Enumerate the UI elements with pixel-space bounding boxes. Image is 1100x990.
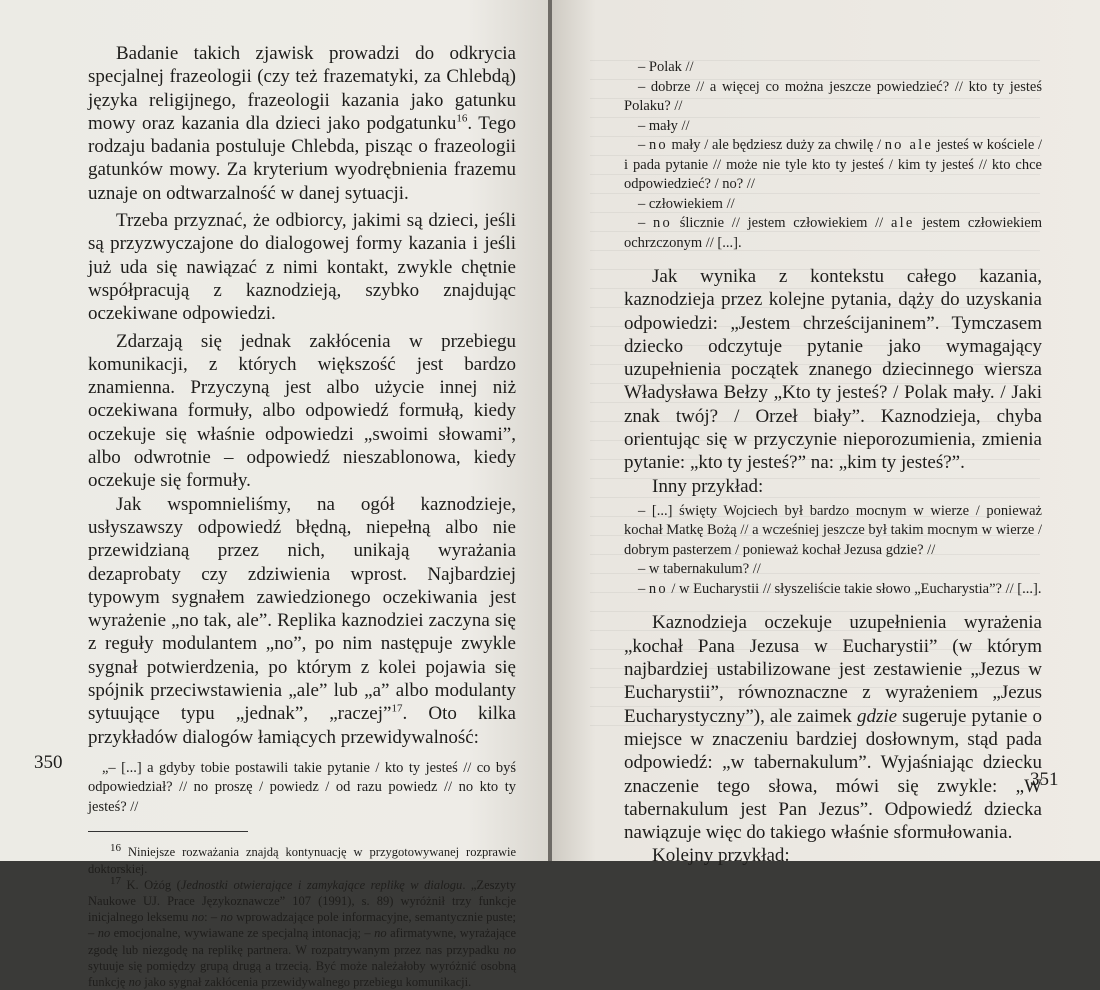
fn-seg: : – [204,910,221,925]
footnote-ref-17: 17 [391,702,403,715]
fn-seg: sytuuje się pomiędzy grupą drugą a trzecią. Być może należałoby wyróżnić osobną funkcję [88,958,516,990]
dialogue-line: „– [...] a gdyby tobie postawili takie pytanie / kto ty jesteś // co byś odpowiedział? // no proszę / powiedz / od razu powiedz // no kto ty jesteś? // [88,759,516,815]
dialogue-line: – w tabernakulum? // [638,561,761,578]
dl-seg: mały / ale będziesz duży za chwilę / [667,137,885,153]
footnote-text: Niniejsze rozważania znajdą kontynuację w przygotowywanej rozprawie doktorskiej. [88,845,517,876]
fn-seg: afirmatywne, wyrażające zgodę lub niezgodę na replikę partnera. W rozpatrywanym przez nas przypadku [88,926,517,957]
fn-italic: no [374,926,387,941]
left-dialogue [88,759,516,818]
fn-italic: no [503,942,516,957]
paragraph-1-text-b: . Tego rodzaju badania postuluje Chlebda, pisząc o frazeologii gatunków mowy. Za kryterium wyodrębnienia frazemu uznaje on odtwarzalność w danej sytuacji. [88,112,517,204]
paragraph-1-text-a: Badanie takich zjawisk prowadzi do odkrycia specjalnej frazeologii (czy też frazematyki, za Chlebdą) języka religijnego, frazeologii kazania jako gatunku mowy oraz kazania dla dzieci jako podgatunku [88,43,516,134]
paragraph-4 [88,493,516,749]
right-dialogue-2 [624,502,1042,600]
dl-seg: – [638,215,654,231]
right-body-1 [624,265,1042,498]
fn-italic: no [128,975,142,990]
p-seg: sugeruje pytanie o miejsce w znaczeniu bardziej dosłownym, stąd pada odpowiedź: „w tabernakulum”. Wyjaśniając dziecku znaczenie tego słowa, mówi się zwykle: „W tabernakulum jest Pan Jezus”. Odpowiedź dziecka nawiązuje więc do takiego właśnie sformułowania. [624,705,1042,844]
page-number-right: 351 [1030,769,1059,790]
spaced-word: no [648,137,668,153]
italic-word: gdzie [856,705,898,727]
spaced-word: no [648,580,668,597]
dl-seg: jesteś w kościele / i pada pytanie // może nie tyle kto ty jesteś / kim ty jesteś // kto chce odpowiedzieć? / no? // [624,137,1042,192]
paragraph-1 [88,42,516,205]
spaced-word: no [653,215,672,231]
dialogue-line: – mały // [638,117,690,134]
fn-seg: jako sygnał zakłócenia przewidywalnego przebiegu komunikacji. [141,975,472,990]
dialogue-line [624,580,1042,600]
footnote-ref-16: 16 [456,112,468,125]
dialogue-line: – człowiekiem // [638,195,735,212]
paragraph-2: Trzeba przyznać, że odbiorcy, jakimi są dzieci, jeśli są przyzwyczajone do dialogowej formy kazania i jeśli już uda się nawiązać z nimi kontakt, zwykle chętnie współpracują z kaznodzieją, szybko znajdując oczekiwane odpowiedzi. [88,210,516,325]
paragraph-7 [624,611,1042,844]
dl-seg: – [638,580,649,597]
fn-italic: no [97,926,111,941]
right-body-2 [624,611,1042,867]
footnote-number: 17 [110,874,121,887]
right-dialogue-1 [624,58,1042,253]
spaced-word: no ale [884,137,933,153]
dialogue-line: – [...] święty Wojciech był bardzo mocnym w wierze / ponieważ kochał Matkę Bożą // a wcześniej jeszcze był takim mocnym w wierze / dobrym pasterzem / ponieważ kochał Jezusa gdzie? // [624,502,1042,558]
page-number-left: 350 [34,752,63,773]
dl-seg: ślicznie // jestem człowiekiem // [671,215,891,231]
right-text-column [624,58,1042,868]
paragraph-4-text-b: . Oto kilka przykładów dialogów łamiących przewidywalność: [88,703,516,748]
fn-seg: emocjonalne, wywiawane ze specjalną intonacją; – [110,926,375,941]
fn-seg: . „Zeszyty Naukowe UJ. Prace Językoznawcze” 107 (1991), s. 89) wyróżnił trzy funkcje inicjalnego leksemu [88,877,517,925]
paragraph-6: Inny przykład: [652,475,764,497]
p-seg: Kaznodzieja oczekuje uzupełnienia wyrażenia „kochał Pana Jezusa w Eucharystii” (w którym najbardziej ustabilizowane jest zestawienie „Jezus w Eucharystii”, równoznaczne z wyrażeniem „Jezus Eucharystyczny”), ale zaimek [624,612,1042,727]
footnotes [88,844,516,990]
dialogue-line [624,136,1042,195]
paragraph-5: Jak wynika z kontekstu całego kazania, kaznodzieja przez kolejne pytania, dąży do uzyskania odpowiedzi: „Jestem chrześcijaninem”. Tymczasem dziecko odczytuje pytanie jako wymagający uzupełnienia początek znanego dziecinnego wiersza Władysława Bełzy „Kto ty jesteś? / Polak mały. / Jaki znak twój? / Orzeł biały”. Kaznodzieja, chyba orientując się w przyczynie nieporozumienia, zmienia pytanie: „kto ty jesteś?” na: „kim ty jesteś?”. [624,266,1042,474]
fn-seg: K. Ożóg ( [126,877,181,892]
dialogue-line: – Polak // [638,59,694,75]
paragraph-4-text-a: Jak wspomnieliśmy, na ogół kaznodzieje, usłyszawszy odpowiedź błędną, niepełną albo nie przewidzianą przez nich, unikają wyrażania dezaprobaty czy zdziwienia wprost. Najbardziej typowym sygnałem zawiedzionego oczekiwania jest wyrażenie „no tak, ale”. Replika kaznodziei zaczyna się z reguły modulantem „no”, po nim następuje zwykle sygnał potwierdzenia, po którym z kolei pojawia się spójnik przeciwstawienia „ale” lub „a” albo modulanty sytuujące typu „jednak”, „raczej” [88,493,516,725]
dl-seg: jestem człowiekiem ochrzczonym // [...]. [624,215,1042,251]
footnote-number: 16 [110,842,121,855]
dl-seg: – [638,137,649,153]
fn-italic: no [220,910,233,925]
cited-title: Jednostki otwierające i zamykające replikę w dialogu [180,877,463,892]
footnote-separator [88,831,248,832]
dialogue-line [624,214,1042,253]
paragraph-3: Zdarzają się jednak zakłócenia w przebiegu komunikacji, z których większość jest bardzo znamienna. Przyczyną jest albo użycie innej niż oczekiwana formuły, albo odpowiedź formułą, kiedy oczekuje się właśnie odpowiedzi „swoimi słowami”, albo odwrotnie – odpowiedź nieszablonowa, kiedy oczekuje się formuły. [88,330,516,492]
left-body [88,42,516,749]
dialogue-line: – dobrze // a więcej co można jeszcze powiedzieć? // kto ty jesteś Polaku? // [624,78,1042,114]
footnote-17 [88,874,517,990]
left-text-column [88,42,516,990]
spaced-word: ale [890,215,915,231]
fn-seg: wprowadzające pole informacyjne, semantycznie puste; – [88,910,516,941]
fn-italic: no [191,910,205,925]
paragraph-8: Kolejny przykład: [652,845,790,867]
dl-seg: / w Eucharystii // słyszeliście takie słowo „Eucharystia”? // [...]. [667,580,1042,597]
